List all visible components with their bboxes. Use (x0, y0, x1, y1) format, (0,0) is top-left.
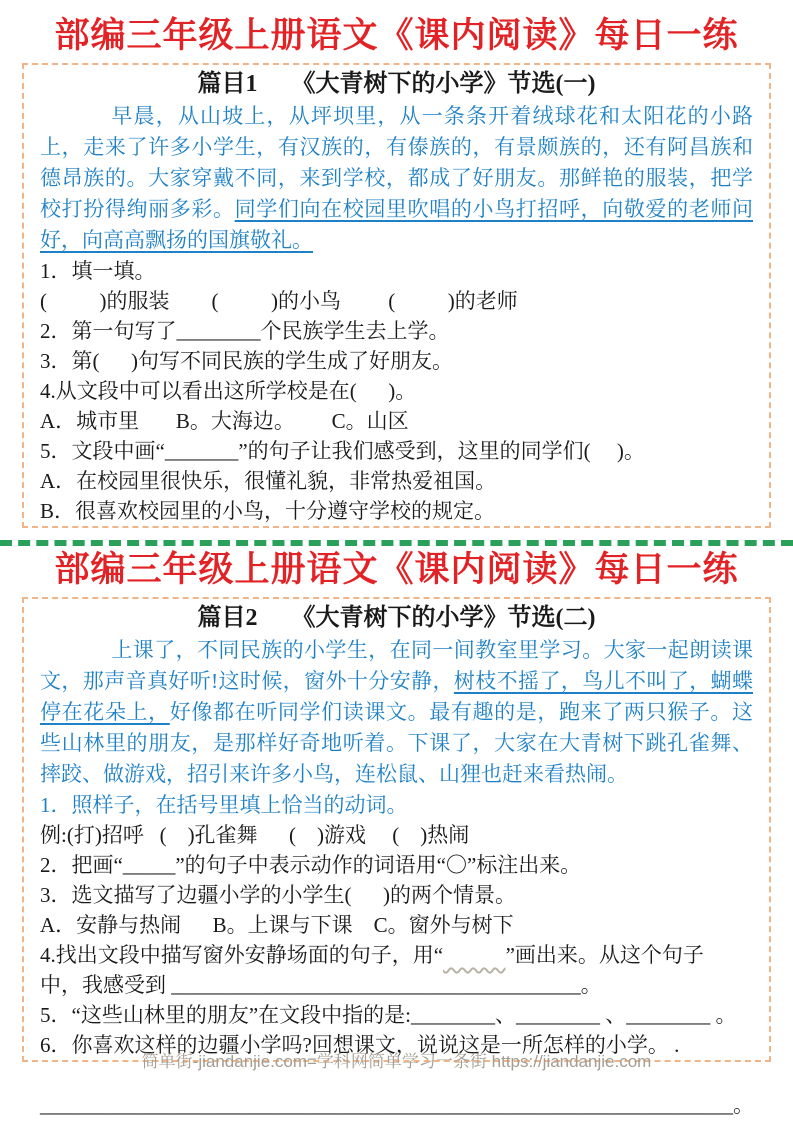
section-2-heading-title: 《大青树下的小学》节选(二) (291, 605, 596, 631)
s2-question-6-answer-line: __________________________________________________________________。 (40, 1093, 754, 1117)
s1-question-2: 2．第一句写了________个民族学生去上学。 (40, 319, 450, 343)
section-2-passage-plain-1: 上课了，不同民族的小学生，在同一间教室里学习。大家一起朗读课文，那声音真好听!这时候，窗外十分安静， (40, 638, 753, 693)
section-1-heading-title: 《大青树下的小学》节选(一) (291, 71, 596, 97)
section-2-heading-label: 篇目2 (197, 605, 258, 631)
s2-question-6: 6．你喜欢这样的边疆小学吗?回想课文，说说这是一所怎样的小学。 . (40, 1033, 680, 1057)
s1-question-1: 1．填一填。 (40, 259, 156, 283)
section-1-questions (40, 256, 753, 526)
wavy-underline-blank (443, 943, 506, 967)
section-1-passage-underlined: 同学们向在校园里吹唱的小鸟打招呼，向敬爱的老师问好，向高高飘扬的国旗敬礼。 (40, 197, 753, 252)
worksheet-title-bottom: 部编三年级上册语文《课内阅读》每日一练 (54, 550, 739, 589)
worksheet-title-top: 部编三年级上册语文《课内阅读》每日一练 (54, 16, 739, 55)
section-2-box (22, 597, 771, 1117)
s2-question-1: 1．照样子，在括号里填上恰当的动词。 (40, 793, 408, 817)
s2-question-4-line-2: 中，我感受到 _______________________________________。 (40, 973, 602, 997)
s2-question-5: 5．“这些山林里的朋友”在文段中指的是:________、________ 、________ 。 (40, 1003, 737, 1027)
s1-question-4-options: A．城市里 B。大海边。 C。山区 (40, 409, 409, 433)
section-1-passage-plain: 早晨，从山坡上，从坪坝里，从一条条开着绒球花和太阳花的小路上，走来了许多小学生，有汉族的，有傣族的，有景颇族的，还有阿昌族和德昂族的。大家穿戴不同，来到学校，都成了好朋友。那鲜艳的服装，把学校打扮得绚丽多彩。 (40, 104, 753, 221)
s2-question-1-example: 例:(打)招呼 ( )孔雀舞 ( )游戏 ( )热闹 (40, 823, 470, 847)
s2-question-4 (40, 940, 753, 970)
s2-question-4-suffix: ”画出来。从这个句子 (505, 943, 704, 967)
section-2-passage-underlined: 树枝不摇了，鸟儿不叫了，蝴蝶停在花朵上， (40, 669, 753, 724)
section-1-box (22, 63, 771, 528)
s2-question-4-prefix: 4.找出文段中描写窗外安静场面的句子，用“ (40, 943, 444, 967)
worksheet-page (0, 14, 793, 1136)
section-1-heading-label: 篇目1 (197, 71, 258, 97)
footer-watermark: 简单街-jiandanjie.com=学科网简单学习一条街 https://jiandanjie.com (141, 1052, 652, 1071)
s1-question-5: 5．文段中画“_______”的句子让我们感受到，这里的同学们( )。 (40, 439, 645, 463)
s1-question-1-blanks: ( )的服装 ( )的小鸟 ( )的老师 (40, 289, 518, 313)
s2-question-3-options: A．安静与热闹 B。上课与下课 C。窗外与树下 (40, 913, 514, 937)
s1-question-5-option-b: B．很喜欢校园里的小鸟，十分遵守学校的规定。 (40, 499, 496, 523)
section-2-passage-plain-2: 好像都在听同学们读课文。最有趣的是，跑来了两只猴子。这些山林里的朋友，是那样好奇地听着。下课了，大家在大青树下跳孔雀舞、摔跤、做游戏，招引来许多小鸟，连松鼠、山狸也赶来看热闹。 (40, 700, 753, 786)
section-2-heading (40, 602, 753, 635)
s1-question-3: 3．第( )句写不同民族的学生成了好朋友。 (40, 349, 453, 373)
s2-question-3: 3．选文描写了边疆小学的小学生( )的两个情景。 (40, 883, 516, 907)
s2-question-2: 2．把画“_____”的句子中表示动作的词语用“〇”标注出来。 (40, 853, 582, 877)
section-1-heading (40, 68, 753, 101)
section-1-passage (40, 101, 753, 256)
section-2-passage (40, 635, 753, 790)
green-dashed-divider (0, 540, 793, 546)
s1-question-4: 4.从文段中可以看出这所学校是在( )。 (40, 379, 417, 403)
s1-question-5-option-a: A．在校园里很快乐，很懂礼貌，非常热爱祖国。 (40, 469, 497, 493)
